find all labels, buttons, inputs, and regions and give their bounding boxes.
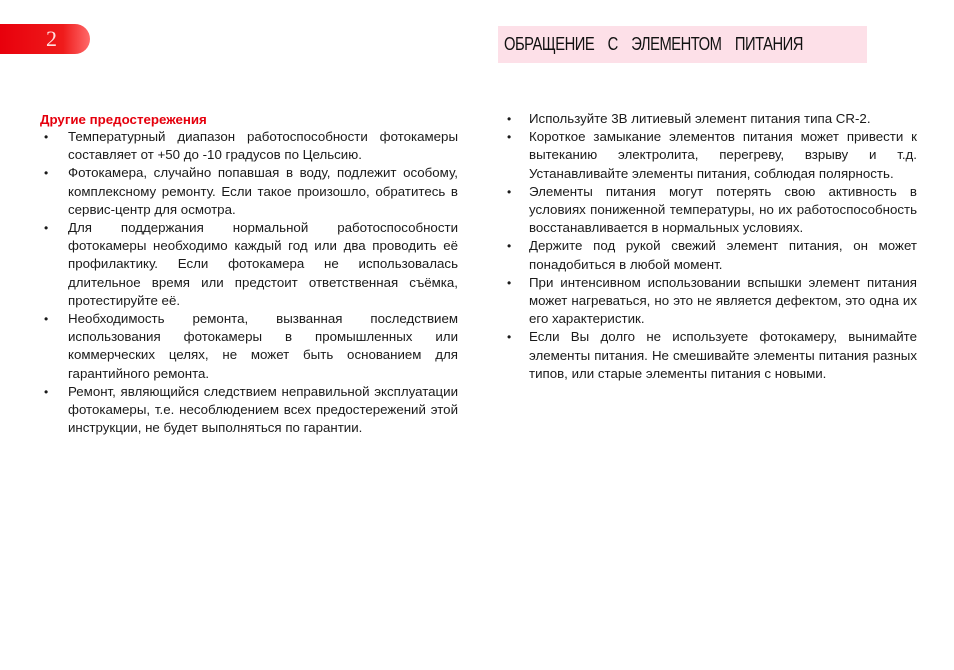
other-precautions-heading: Другие предостережения [40, 112, 207, 127]
list-item-text: Ремонт, являющийся следствием неправильной эксплуатации фотокамеры, т.е. несоблюдением всех предостережений этой инструкции, не будет выполняться по гарантии. [68, 383, 458, 436]
list-item [40, 383, 458, 438]
bullet-icon: • [507, 112, 512, 126]
list-item-text: Элементы питания могут потерять свою активность в условиях пониженной температуры, но их работоспособность восстанавливается в нормальных условиях. [529, 183, 917, 236]
bullet-icon: • [507, 184, 512, 199]
bullet-icon: • [44, 130, 49, 144]
precautions-list [40, 128, 458, 437]
list-item-text: Необходимость ремонта, вызванная последствием использования фотокамеры в промышленных или коммерческих целях, не может быть основанием для гарантийного ремонта. [68, 311, 458, 381]
list-item-text: Для поддержания нормальной работоспособности фотокамеры необходимо каждый год или два проводить её профилактику. Если фотокамера не использовалась длительное время или предстоит ответственная съёмка, протестируйте её. [68, 220, 458, 308]
bullet-icon: • [44, 312, 49, 327]
battery-handling-list [505, 110, 917, 383]
bullet-icon: • [44, 221, 49, 236]
list-item [505, 110, 917, 128]
bullet-icon: • [44, 384, 49, 399]
list-item-text: Температурный диапазон работоспособности фотокамеры составляет от +50 до -10 градусов по Цельсию. [68, 129, 458, 163]
list-item [505, 328, 917, 383]
page-number-tab [0, 24, 90, 54]
page-number: 2 [46, 26, 57, 51]
list-item [40, 219, 458, 310]
list-item-text: Фотокамера, случайно попавшая в воду, подлежит особому, комплексному ремонту. Если такое произошло, обратитесь в сервис-центр для осмотра. [68, 165, 458, 217]
right-column [505, 110, 917, 383]
list-item-text: Если Вы долго не используете фотокамеру, вынимайте элементы питания. Не смешивайте элементы питания разных типов, или старые элементы питания с новыми. [529, 329, 917, 381]
list-item-text: Держите под рукой свежий элемент питания, он может понадобиться в любой момент. [529, 238, 917, 272]
section-header [498, 26, 867, 63]
section-title: ОБРАЩЕНИЕ С ЭЛЕМЕНТОМ ПИТАНИЯ [504, 34, 803, 54]
list-item-text: Короткое замыкание элементов питания может привести к вытеканию электролита, перегреву, взрыву и т.д. Устанавливайте элементы питания, соблюдая полярность. [529, 129, 917, 181]
bullet-icon: • [507, 130, 512, 145]
list-item [505, 128, 917, 183]
list-item [40, 164, 458, 219]
bullet-icon: • [507, 239, 512, 254]
list-item [505, 274, 917, 329]
list-item-text: Используйте 3В литиевый элемент питания типа CR-2. [529, 111, 871, 126]
bullet-icon: • [44, 166, 49, 181]
list-item [505, 237, 917, 273]
bullet-icon: • [507, 330, 512, 345]
left-column [40, 112, 458, 437]
list-item [505, 183, 917, 238]
list-item-text: При интенсивном использовании вспышки элемент питания может нагреваться, но это не является дефектом, это одна их его характеристик. [529, 274, 917, 327]
list-item [40, 128, 458, 164]
bullet-icon: • [507, 275, 512, 290]
list-item [40, 310, 458, 383]
